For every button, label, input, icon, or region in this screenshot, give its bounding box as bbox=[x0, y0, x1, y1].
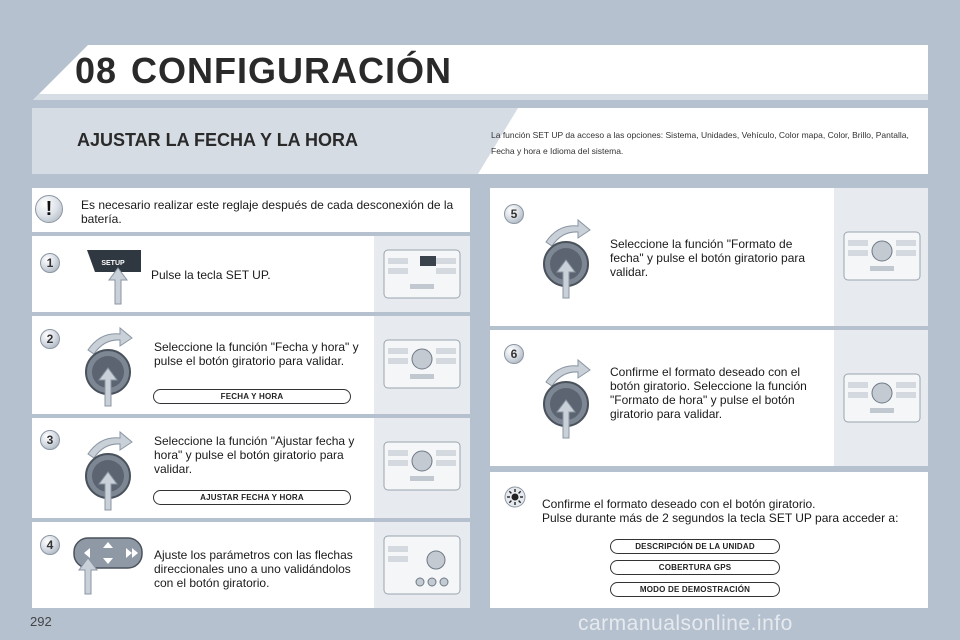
radio-unit-illustration bbox=[380, 244, 464, 304]
exclamation-glyph: ! bbox=[45, 197, 53, 220]
setup-key-icon bbox=[85, 246, 147, 308]
section-title: AJUSTAR LA FECHA Y LA HORA bbox=[77, 130, 359, 150]
step-4-text: Ajuste los parámetros con las flechas direccionales uno a uno validándolos con el botón giratorio. bbox=[154, 548, 353, 590]
step-2-badge: 2 bbox=[40, 329, 60, 349]
exclamation-icon bbox=[35, 195, 63, 223]
step-6-badge: 6 bbox=[504, 344, 524, 364]
rotary-knob-icon bbox=[78, 322, 148, 408]
radio-unit-illustration bbox=[840, 368, 924, 428]
radio-unit-illustration bbox=[380, 532, 464, 598]
step-1-text: Pulse la tecla SET UP. bbox=[151, 268, 271, 282]
option-descripcion-unidad: DESCRIPCIÓN DE LA UNIDAD bbox=[610, 539, 780, 554]
chapter-number: 08 bbox=[75, 50, 118, 91]
step-5-text: Seleccione la función "Formato de fecha" y pulse el botón giratorio para validar. bbox=[610, 237, 806, 279]
fecha-y-hora-label: FECHA Y HORA bbox=[153, 389, 351, 404]
warning-text: Es necesario realizar este reglaje después de cada desconexión de la batería. bbox=[81, 198, 454, 226]
step-4-badge: 4 bbox=[40, 535, 60, 555]
option-cobertura-gps: COBERTURA GPS bbox=[610, 560, 780, 575]
rotary-knob-icon bbox=[536, 214, 606, 300]
step-6-text: Confirme el formato deseado con el botón giratorio. Seleccione la función "Formato de hora" y pulse el botón giratorio para validar. bbox=[610, 365, 807, 421]
step-1-badge: 1 bbox=[40, 253, 60, 273]
direction-arrows-icon bbox=[70, 530, 150, 596]
rotary-knob-icon bbox=[78, 426, 148, 512]
watermark: carmanualsonline.info bbox=[578, 612, 793, 635]
rotary-knob-icon bbox=[536, 354, 606, 440]
step-3-text: Seleccione la función "Ajustar fecha y hora" y pulse el botón giratorio para validar. bbox=[154, 434, 355, 476]
option-modo-demostracion: MODO DE DEMOSTRACIÓN bbox=[610, 582, 780, 597]
radio-unit-illustration bbox=[840, 226, 924, 286]
radio-unit-illustration bbox=[380, 334, 464, 394]
chapter-title: CONFIGURACIÓN bbox=[131, 50, 452, 91]
tip-line-2: Pulse durante más de 2 segundos la tecla SET UP para acceder a: bbox=[542, 511, 899, 525]
page-number: 292 bbox=[30, 614, 52, 629]
sun-icon bbox=[504, 486, 526, 508]
step-3-badge: 3 bbox=[40, 430, 60, 450]
radio-unit-illustration bbox=[380, 436, 464, 496]
tip-line-1: Confirme el formato deseado con el botón giratorio. bbox=[542, 497, 816, 511]
step-5-badge: 5 bbox=[504, 204, 524, 224]
step-2-text: Seleccione la función "Fecha y hora" y pulse el botón giratorio para validar. bbox=[154, 340, 359, 368]
section-description: La función SET UP da acceso a las opciones: Sistema, Unidades, Vehículo, Color mapa, Color, Brillo, Pantalla, Fecha y hora e Idioma del sistema. bbox=[491, 130, 909, 156]
setup-key-label: SETUP bbox=[101, 260, 125, 267]
ajustar-fecha-y-hora-label: AJUSTAR FECHA Y HORA bbox=[153, 490, 351, 505]
